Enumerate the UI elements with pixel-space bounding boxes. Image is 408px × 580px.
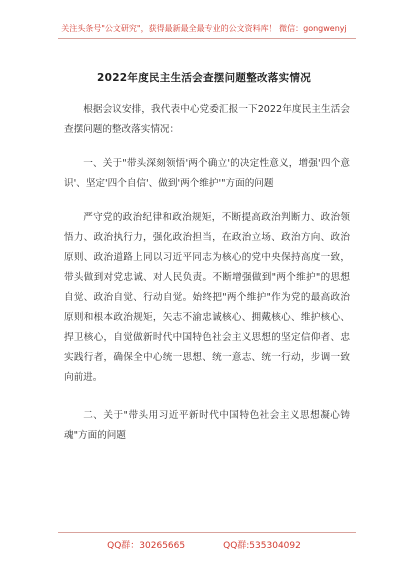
- document-title: 2022年度民主生活会查摆问题整改落实情况: [96, 72, 312, 84]
- footer-qq-group-2: QQ群:535304092: [223, 541, 301, 551]
- footer-qq-group-1: QQ群：30265665: [107, 541, 186, 551]
- paragraph-intro: 根据会议安排，我代表中心党委汇报一下2022年度民主生活会查摆问题的整改落实情况：: [64, 104, 350, 135]
- footer-divider: [58, 532, 356, 533]
- header-divider: [58, 38, 356, 39]
- footer-contact: [0, 538, 408, 551]
- paragraph-section-1-body: 严守党的政治纪律和政治规矩，不断提高政治判断力、政治领悟力、政治执行力，强化政治担当，在政治立场、政治方向、政治原则、政治道路上同以习近平同志为核心的党中央保持高度一致，带头做到对党忠诚、对人民负责。不断增强做到"两个维护"的思想自觉、政治自觉、行动自觉。始终把"两个维护"作为党的最高政治原则和根本政治规矩，矢志不渝忠诚核心、拥戴核心、维护核心、捍卫核心，自觉做新时代中国特色社会主义思想的坚定信仰者、忠实践行者，确保全中心统一思想、统一意志、统一行动，步调一致向前进。: [64, 212, 350, 383]
- paragraph-section-1-heading: 一、关于"带头深刻领悟'两个确立'的决定性意义，增强'四个意识'、坚定'四个自信'、做到'两个维护'"方面的问题: [64, 158, 350, 189]
- header-banner: 关注头条号"公文研究"，获得最新最全最专业的公文资料库！ 微信：gongwenyj: [61, 24, 347, 33]
- document-body: [64, 100, 350, 446]
- paragraph-section-2-heading: 二、关于"带头用习近平新时代中国特色社会主义思想凝心铸魂"方面的问题: [64, 410, 350, 441]
